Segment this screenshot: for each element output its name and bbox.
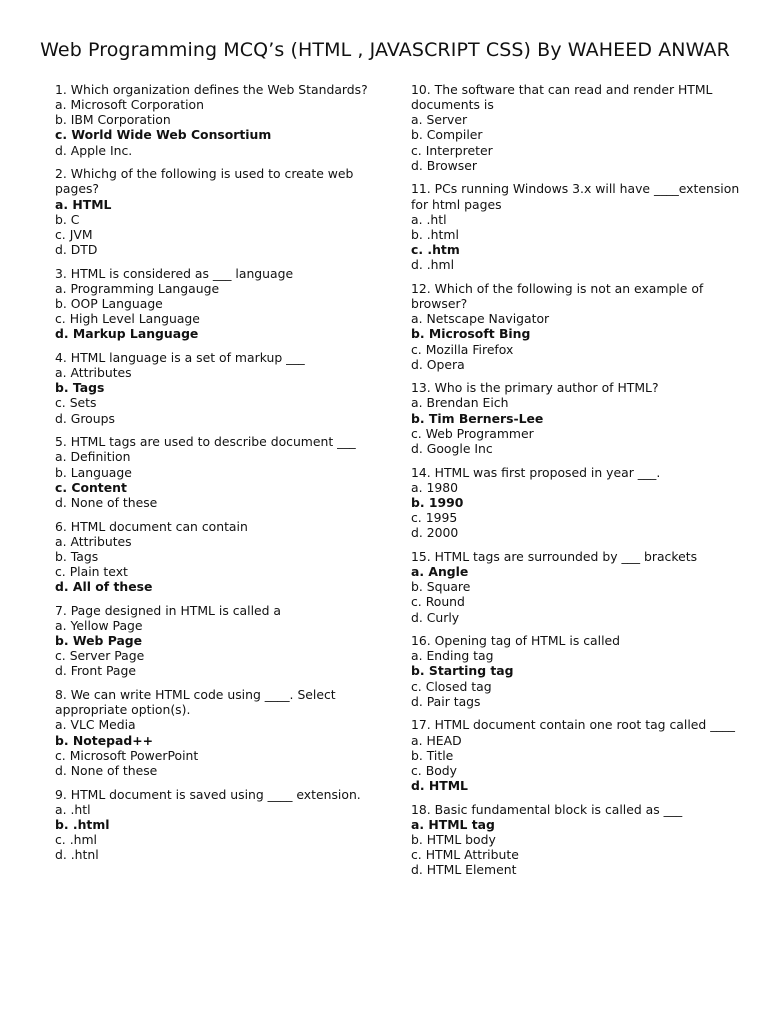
answer-option: c. JVM <box>55 226 93 242</box>
answer-option: a. .htl <box>411 211 447 227</box>
question-text: 7. Page designed in HTML is called a <box>55 602 282 618</box>
answer-option: c. High Level Language <box>55 311 200 327</box>
question-text: 17. HTML document contain one root tag called ____ <box>411 717 735 733</box>
answer-option: c. Body <box>411 762 457 778</box>
answer-option: a. Programming Langauge <box>55 280 220 296</box>
question-text: 8. We can write HTML code using ____. Select appropriate option(s). <box>55 687 336 718</box>
answer-option: c. Server Page <box>55 648 145 664</box>
question-block <box>55 82 385 158</box>
question-text: 11. PCs running Windows 3.x will have ____extension for html pages <box>411 181 740 212</box>
question-block <box>55 687 385 778</box>
answer-option: d. Pair tags <box>411 693 481 709</box>
correct-answer-option: b. Microsoft Bing <box>411 326 531 342</box>
question-text: 14. HTML was first proposed in year ___. <box>411 464 661 480</box>
answer-option: a. Definition <box>55 449 131 465</box>
answer-option: b. HTML body <box>411 832 496 848</box>
answer-option: a. 1980 <box>411 479 459 495</box>
answer-option: b. Tags <box>55 548 99 564</box>
question-block <box>411 549 741 625</box>
answer-option: b. Compiler <box>411 127 483 143</box>
answer-option: d. .htnl <box>55 847 99 863</box>
question-block <box>411 633 741 709</box>
answer-option: b. OOP Language <box>55 296 163 312</box>
answer-option: d. Front Page <box>55 663 137 679</box>
correct-answer-option: c. .htm <box>411 242 460 258</box>
question-text: 2. Whichg of the following is used to create web pages? <box>55 166 354 197</box>
question-block <box>411 717 741 793</box>
question-block <box>411 465 741 541</box>
correct-answer-option: d. All of these <box>55 579 153 595</box>
answer-option: d. Groups <box>55 410 115 426</box>
answer-option: a. .htl <box>55 801 91 817</box>
answer-option: a. Server <box>411 112 468 128</box>
answer-option: c. Round <box>411 594 465 610</box>
answer-option: d. .hml <box>411 257 455 273</box>
answer-option: a. Netscape Navigator <box>411 311 550 327</box>
question-block <box>411 281 741 372</box>
answer-option: c. Plain text <box>55 564 128 580</box>
answer-option: d. Curly <box>411 609 460 625</box>
answer-option: c. HTML Attribute <box>411 847 519 863</box>
question-block <box>55 166 385 257</box>
question-block <box>411 82 741 173</box>
correct-answer-option: b. Web Page <box>55 633 143 649</box>
correct-answer-option: c. World Wide Web Consortium <box>55 127 272 143</box>
question-text: 6. HTML document can contain <box>55 518 248 534</box>
answer-option: a. Ending tag <box>411 648 494 664</box>
question-text: 18. Basic fundamental block is called as ___ <box>411 801 683 817</box>
question-block <box>411 380 741 456</box>
answer-option: b. Square <box>411 579 471 595</box>
right-column <box>411 82 741 886</box>
correct-answer-option: b. Tim Berners-Lee <box>411 410 544 426</box>
question-text: 16. Opening tag of HTML is called <box>411 633 621 649</box>
answer-option: c. Microsoft PowerPoint <box>55 747 199 763</box>
answer-option: a. VLC Media <box>55 717 136 733</box>
correct-answer-option: b. Tags <box>55 380 105 396</box>
question-block <box>411 802 741 878</box>
question-block <box>55 787 385 863</box>
correct-answer-option: a. Angle <box>411 564 469 580</box>
question-block <box>411 181 741 272</box>
question-text: 4. HTML language is a set of markup ___ <box>55 350 305 365</box>
answer-option: b. Title <box>411 747 454 763</box>
correct-answer-option: d. Markup Language <box>55 326 199 342</box>
answer-option: d. None of these <box>55 494 158 510</box>
correct-answer-option: a. HTML tag <box>411 816 495 832</box>
answer-option: a. Attributes <box>55 365 132 381</box>
answer-option: d. None of these <box>55 762 158 778</box>
answer-option: c. 1995 <box>411 510 458 526</box>
question-block <box>55 434 385 510</box>
answer-option: a. Brendan Eich <box>411 395 509 411</box>
correct-answer-option: c. Content <box>55 479 127 495</box>
answer-option: c. .hml <box>55 832 97 848</box>
correct-answer-option: b. .html <box>55 816 110 832</box>
answer-option: d. Google Inc <box>411 440 493 456</box>
question-block <box>55 350 385 426</box>
correct-answer-option: b. 1990 <box>411 494 464 510</box>
answer-option: c. Mozilla Firefox <box>411 341 514 357</box>
answer-option: a. Attributes <box>55 533 132 549</box>
question-block <box>55 519 385 595</box>
question-text: 9. HTML document is saved using ____ extension. <box>55 786 361 802</box>
answer-option: b. IBM Corporation <box>55 112 171 128</box>
answer-option: d. DTD <box>55 242 98 258</box>
left-column <box>55 82 385 871</box>
correct-answer-option: d. HTML <box>411 778 468 794</box>
answer-option: d. 2000 <box>411 525 459 541</box>
answer-option: a. Microsoft Corporation <box>55 97 204 113</box>
question-text: 13. Who is the primary author of HTML? <box>411 380 659 396</box>
answer-option: c. Sets <box>55 395 97 411</box>
answer-option: c. Closed tag <box>411 678 492 694</box>
correct-answer-option: b. Starting tag <box>411 663 514 679</box>
document-title: Web Programming MCQ’s (HTML , JAVASCRIPT CSS) By WAHEED ANWAR <box>40 39 730 61</box>
question-block <box>55 603 385 679</box>
answer-option: b. C <box>55 211 80 227</box>
answer-option: c. Web Programmer <box>411 425 534 441</box>
answer-option: b. .html <box>411 226 459 242</box>
answer-option: d. Opera <box>411 356 465 372</box>
question-text: 3. HTML is considered as ___ language <box>55 265 294 281</box>
question-block <box>55 266 385 342</box>
answer-option: d. HTML Element <box>411 862 517 878</box>
question-text: 15. HTML tags are surrounded by ___ brackets <box>411 548 698 564</box>
answer-option: d. Apple Inc. <box>55 142 133 158</box>
answer-option: b. Language <box>55 464 132 480</box>
answer-option: d. Browser <box>411 157 477 173</box>
question-text: 12. Which of the following is not an example of browser? <box>411 280 704 312</box>
question-text: 1. Which organization defines the Web Standards? <box>55 82 368 97</box>
question-text: 5. HTML tags are used to describe document ___ <box>55 434 356 450</box>
answer-option: a. HEAD <box>411 732 462 748</box>
answer-option: c. Interpreter <box>411 142 493 158</box>
question-text: 10. The software that can read and render HTML documents is <box>411 82 713 113</box>
correct-answer-option: a. HTML <box>55 196 112 212</box>
correct-answer-option: b. Notepad++ <box>55 732 153 748</box>
answer-option: a. Yellow Page <box>55 618 143 633</box>
